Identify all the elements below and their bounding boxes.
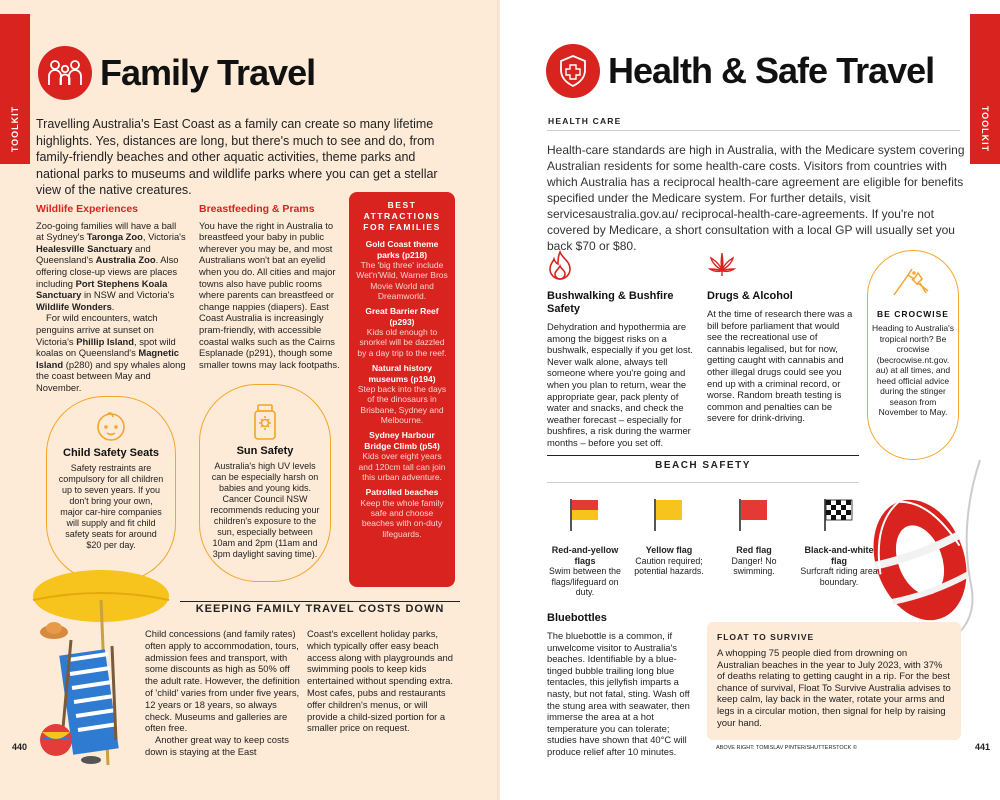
costs-divider bbox=[180, 601, 460, 602]
attraction-item: Patrolled beaches Keep the whole family safe and choose beaches with on-duty lifeguards. bbox=[360, 487, 444, 539]
baby-icon bbox=[47, 409, 175, 443]
bluebottles-heading: Bluebottles bbox=[547, 612, 607, 624]
page-title: Health & Safe Travel bbox=[608, 50, 935, 91]
child-safety-heading: Child Safety Seats bbox=[63, 447, 159, 459]
bluebottles-section bbox=[547, 612, 697, 758]
crocwise-heading: BE CROCWISE bbox=[877, 309, 949, 319]
cannabis-leaf-icon bbox=[707, 250, 737, 285]
shield-cross-icon bbox=[546, 44, 600, 98]
checkered-flag-icon bbox=[823, 497, 855, 538]
bushwalking-text: Dehydration and hypothermia are among the biggest risks on a bushwalk, especially if you get lost. Never walk alone, always tell someone where you're going and when you plan to return, wear the appropriate gear, pack plenty of water and snacks, and check the weather forecast – especially for bushfires, a risk during the warmer months – before you set off. bbox=[547, 321, 693, 448]
float-text: A whopping 75 people died from drowning on Australian beaches in the year to July 2023, with 37% of deaths relating to getting caught in a rip. For the best chance of survival, Float To Survive Australia advises to keep calm, lay back in the water, rotate your arms and legs in a circular motion, then signal for help by raising your hand. bbox=[717, 648, 951, 729]
costs-heading: KEEPING FAMILY TRAVEL COSTS DOWN bbox=[195, 603, 445, 615]
family-icon bbox=[38, 46, 92, 100]
bushwalking-heading: Bushwalking & Bushfire Safety bbox=[547, 290, 674, 315]
sun-safety-text: Australia's high UV levels can be especially harsh on babies and young kids. Cancer Council NSW recommends reducing your children's exposure to the sun, especially between 10am and 2pm (11am and 3pm daylight saving time). bbox=[210, 461, 320, 559]
page-number-left: 440 bbox=[12, 742, 28, 752]
toolkit-tab-right[interactable]: TOOLKIT bbox=[970, 14, 1000, 164]
wildlife-heading: Wildlife Experiences bbox=[36, 203, 139, 215]
crocwise-card bbox=[867, 250, 959, 460]
drugs-text: At the time of research there was a bill before parliament that would see the recreational use of cannabis legalised, but for now, getting caught with cannabis and other illegal drugs could see you end up with a criminal record, or worse. Random breath testing is common and penalties can be severe for drink-driving. bbox=[707, 308, 853, 424]
costs-column-1: Child concessions (and family rates) often apply to accommodation, tours, admission fees and transport, with some discounts as high as 50% off the adult rate. However, the definition of 'child' varies from under five years, 12 years or 18 years, so always check. Museums and galleries are often free. Another great way to keep costs down is staying at the East bbox=[145, 628, 300, 757]
breastfeeding-heading: Breastfeeding & Prams bbox=[199, 203, 315, 215]
float-heading: FLOAT TO SURVIVE bbox=[717, 632, 815, 642]
child-safety-seats-card bbox=[46, 396, 176, 582]
drugs-section bbox=[707, 290, 857, 424]
flag-red: Red flag Danger! No swimming. bbox=[731, 545, 777, 577]
health-title bbox=[546, 44, 934, 98]
fire-icon bbox=[547, 250, 573, 285]
attraction-item: Sydney Harbour Bridge Climb (p54) Kids over eight years and 120cm tall can join this urban adventure. bbox=[358, 430, 446, 482]
child-safety-text: Safety restraints are compulsory for all children up to seven years. If you don't bring your own, major car-hire companies will supply and fit child safety seats for around $20 per day. bbox=[58, 463, 164, 550]
health-care-label: HEALTH CARE bbox=[548, 116, 622, 126]
yellow-flag-icon bbox=[653, 497, 685, 538]
beach-safety-heading: BEACH SAFETY bbox=[655, 460, 751, 471]
family-travel-title bbox=[38, 46, 315, 100]
toolkit-tab-left[interactable]: TOOLKIT bbox=[0, 14, 30, 164]
attraction-item: Natural history museums (p194) Step back into the days of the dinosaurs in Brisbane, Sydney and Melbourne. bbox=[357, 363, 447, 425]
flag-red-yellow: Red-and-yellow flags Swim between the flags/lifeguard on duty. bbox=[549, 545, 621, 598]
beach-safety-divider-bottom bbox=[547, 482, 859, 483]
flag-black-white: Black-and-white flag Surfcraft riding area boundary. bbox=[800, 545, 878, 587]
breastfeeding-text: You have the right in Australia to breastfeed your baby in public wherever you may be, and most Australians won't bat an eyelid when you do. All cities and major towns also have public rooms where parents can breastfeed or change nappies (diapers). East Coast Australia is increasingly pram-friendly, with accessible coastal walks such as the Cairns Esplanade (p291), though some smaller towns may lack footpaths. bbox=[199, 219, 340, 370]
flag-yellow: Yellow flag Caution required; potential hazards. bbox=[634, 545, 704, 577]
float-to-survive-box bbox=[707, 622, 961, 740]
intro-paragraph: Travelling Australia's East Coast as a family can create so many lifetime highlights. Yes, distances are long, but there's much to see and do, from family-friendly beaches and other aquatic activities, theme parks and national parks to museums and wildlife parks where you can get a stellar view of the native creatures. bbox=[36, 117, 438, 197]
wildlife-paragraph-1: Zoo-going families will have a ball at Sydney's Taronga Zoo, Victoria's Healesville Sanctuary and Queensland's Australia Zoo. Also offering close-up views are places including Port Stephens Koala Sanctuary in NSW and Victoria's Wildlife Wonders. bbox=[36, 219, 186, 312]
drugs-heading: Drugs & Alcohol bbox=[707, 290, 793, 302]
page-number-right: 441 bbox=[975, 742, 991, 752]
bluebottles-text: The bluebottle is a common, if unwelcome visitor to Australia's beaches. Identifiable by a blue-tinged bubble trailing long blue tentacles, this jellyfish imparts a nasty, but not fatal, sting. Wash off the stung area with seawater, then immerse the area at a hot temperature you can tolerate; studies have shown that 40°C will produce relief after 10 minutes. bbox=[547, 630, 690, 757]
sunscreen-icon bbox=[200, 403, 330, 441]
crocodile-icon bbox=[868, 265, 958, 305]
best-attractions-box bbox=[349, 192, 455, 587]
beach-safety-divider bbox=[547, 455, 859, 456]
breastfeeding-section bbox=[199, 204, 341, 370]
page-title: Family Travel bbox=[100, 52, 316, 93]
wildlife-paragraph-2: For wild encounters, watch penguins arrive at sunset on Victoria's Phillip Island, spot wild koalas on Queensland's Magnetic Island (p280) and spy whales along the coast between May and November. bbox=[36, 312, 186, 393]
red-flag-icon bbox=[738, 497, 770, 538]
sun-safety-card bbox=[199, 384, 331, 582]
crocwise-text: Heading to Australia's tropical north? Be crocwise (becrocwise.nt.gov. au) at all times, and heed official advice during the stinger season from November to May. bbox=[872, 323, 954, 417]
photo-credit: ABOVE RIGHT: TOMISLAV PINTER/SHUTTERSTOCK © bbox=[716, 745, 857, 751]
health-care-paragraph: Health-care standards are high in Australia, with the Medicare system covering Australian residents for some health-care costs. Visitors from countries with which Australia has a reciprocal health-care agreement are eligible for benefits specified under the Medicare system. For further details, visit servicesaustralia.gov.au/ reciprocal-health-care-agreements. If you're not covered by Medicare, a short consultation with a local GP will usually set you back $70 or $80. bbox=[547, 143, 965, 253]
bushwalking-section bbox=[547, 290, 697, 449]
costs-column-2: Coast's excellent holiday parks, which typically offer easy beach access along with playgrounds and swimming pools to keep kids entertained without spending extra. Most cafes, pubs and restaurants offer children's menus, or will provide a child-sized portion for a smaller price on request. bbox=[307, 628, 453, 734]
red-yellow-flag-icon bbox=[569, 497, 601, 538]
wildlife-section bbox=[36, 204, 186, 394]
life-buoy-illustration bbox=[860, 450, 990, 650]
attraction-item: Gold Coast theme parks (p218) The 'big three' include Wet'n'Wild, Warner Bros Movie World and Dreamworld. bbox=[356, 239, 448, 301]
sun-safety-heading: Sun Safety bbox=[236, 445, 294, 457]
attractions-heading: BEST ATTRACTIONS FOR FAMILIES bbox=[363, 200, 441, 232]
attraction-item: Great Barrier Reef (p293) Kids old enough to snorkel will be dazzled by a day trip to the reef. bbox=[357, 306, 447, 358]
health-divider bbox=[547, 130, 960, 131]
